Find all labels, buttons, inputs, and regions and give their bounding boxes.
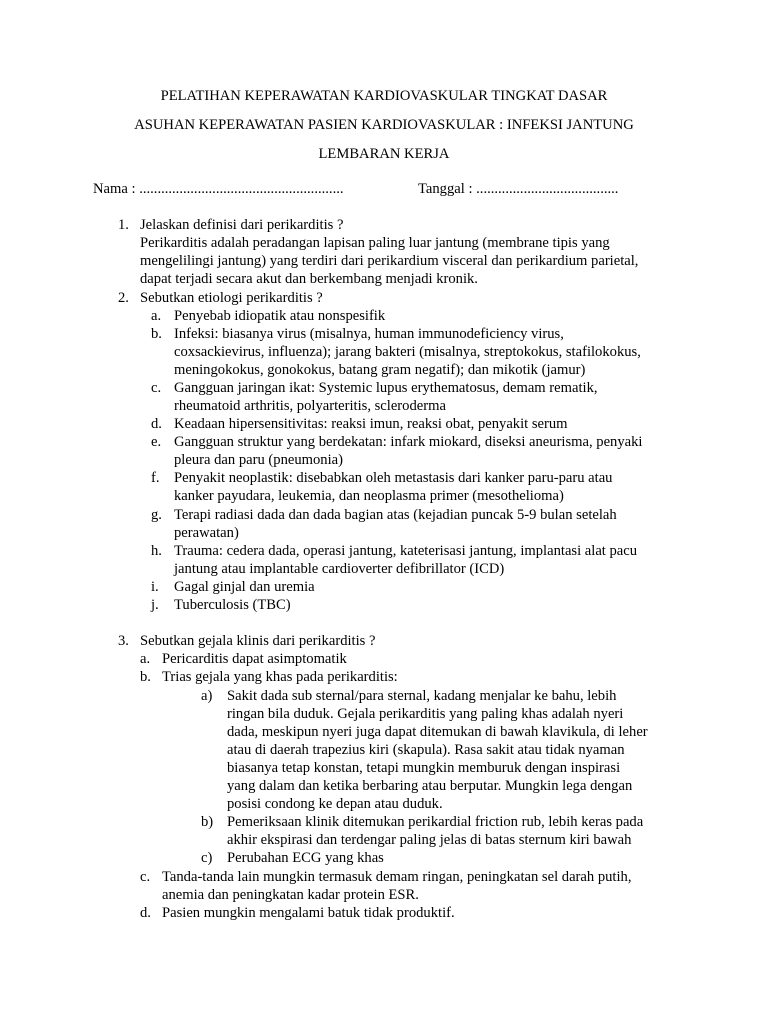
q1-answer-line: dapat terjadi secara akut dan berkembang menjadi kronik.: [140, 271, 478, 287]
title-line-3: LEMBARAN KERJA: [318, 146, 450, 162]
q2-item-text: Terapi radiasi dada dan dada bagian atas (kejadian puncak 5-9 bulan setelah: [174, 507, 617, 523]
q2-item-letter: g.: [151, 507, 162, 523]
q1-answer-line: mengelilingi jantung) yang terdiri dari perikardium visceral dan perikardium parietal,: [140, 253, 639, 269]
q2-item-letter: a.: [151, 308, 162, 324]
q3-subitem-text: Perubahan ECG yang khas: [227, 850, 384, 866]
q3-item-text: Trias gejala yang khas pada perikarditis:: [162, 669, 398, 685]
q2-item-letter: d.: [151, 416, 162, 432]
q3-item-text: anemia dan peningkatan kadar protein ESR.: [162, 887, 419, 903]
q2-item-text: kanker payudara, leukemia, dan neoplasma primer (mesothelioma): [174, 488, 564, 504]
q3-number: 3.: [118, 633, 129, 649]
q2-item-text: jantung atau implantable cardioverter defibrillator (ICD): [174, 561, 505, 577]
q2-question: Sebutkan etiologi perikarditis ?: [140, 290, 323, 306]
q2-item-text: pleura dan paru (pneumonia): [174, 452, 343, 468]
q3-subitem-text: posisi condong ke depan atau duduk.: [227, 796, 443, 812]
q2-item-text: Keadaan hipersensitivitas: reaksi imun, reaksi obat, penyakit serum: [174, 416, 568, 432]
q2-item-letter: j.: [151, 597, 159, 613]
q3-subitem-text: ringan bila duduk. Gejala perikarditis yang paling khas adalah nyeri: [227, 706, 624, 722]
q3-subitem-letter: c): [201, 850, 213, 866]
q2-number: 2.: [118, 290, 129, 306]
q2-item-text: meningokokus, gonokokus, batang gram negatif); dan mikotik (jamur): [174, 362, 586, 378]
q3-item-letter: b.: [140, 669, 151, 685]
q2-item-letter: i.: [151, 579, 159, 595]
q2-item-letter: b.: [151, 326, 162, 342]
q3-subitem-letter: b): [201, 814, 214, 830]
q3-subitem-text: atau di daerah trapezius kiri (skapula). Rasa sakit atau tidak nyaman: [227, 742, 625, 758]
q3-subitem-text: yang dalam dan ketika berbaring atau berputar. Mungkin lega dengan: [227, 778, 633, 794]
q2-item-text: perawatan): [174, 525, 239, 541]
title-line-2: ASUHAN KEPERAWATAN PASIEN KARDIOVASKULAR : INFEKSI JANTUNG: [134, 117, 634, 133]
q2-item-letter: c.: [151, 380, 162, 396]
q3-item-text: Pericarditis dapat asimptomatik: [162, 651, 347, 667]
q2-item-text: Gagal ginjal dan uremia: [174, 579, 315, 595]
q3-subitem-text: Sakit dada sub sternal/para sternal, kadang menjalar ke bahu, lebih: [227, 688, 617, 704]
q2-item-letter: h.: [151, 543, 162, 559]
q2-item-text: Gangguan jaringan ikat: Systemic lupus erythematosus, demam rematik,: [174, 380, 598, 396]
q3-subitem-text: Pemeriksaan klinik ditemukan perikardial friction rub, lebih keras pada: [227, 814, 644, 830]
q2-item-letter: e.: [151, 434, 162, 450]
q3-item-text: Pasien mungkin mengalami batuk tidak produktif.: [162, 905, 455, 921]
q2-item-text: Infeksi: biasanya virus (misalnya, human immunodeficiency virus,: [174, 326, 564, 342]
q3-subitem-letter: a): [201, 688, 213, 704]
q3-subitem-text: dada, meskipun nyeri juga dapat ditemukan di bawah klavikula, di leher: [227, 724, 648, 740]
q3-item-text: Tanda-tanda lain mungkin termasuk demam ringan, peningkatan sel darah putih,: [162, 869, 632, 885]
q2-item-text: Penyakit neoplastik: disebabkan oleh metastasis dari kanker paru-paru atau: [174, 470, 613, 486]
q2-item-letter: f.: [151, 470, 160, 486]
name-field: Nama : ........................................................: [93, 181, 344, 197]
q1-number: 1.: [118, 217, 129, 233]
q3-question: Sebutkan gejala klinis dari perikarditis ?: [140, 633, 376, 649]
q2-item-text: Gangguan struktur yang berdekatan: infark miokard, diseksi aneurisma, penyaki: [174, 434, 643, 450]
q3-item-letter: c.: [140, 869, 151, 885]
q1-question: Jelaskan definisi dari perikarditis ?: [140, 217, 344, 233]
q2-item-text: coxsackievirus, influenza); jarang bakteri (misalnya, streptokokus, stafilokokus,: [174, 344, 641, 360]
q3-item-letter: a.: [140, 651, 151, 667]
q1-answer-line: Perikarditis adalah peradangan lapisan paling luar jantung (membrane tipis yang: [140, 235, 610, 251]
title-line-1: PELATIHAN KEPERAWATAN KARDIOVASKULAR TINGKAT DASAR: [160, 88, 608, 104]
q3-item-letter: d.: [140, 905, 151, 921]
q2-item-text: rheumatoid arthritis, polyarteritis, scleroderma: [174, 398, 446, 414]
q2-item-text: Tuberculosis (TBC): [174, 597, 291, 613]
q3-subitem-text: akhir ekspirasi dan terdengar paling jelas di batas sternum kiri bawah: [227, 832, 632, 848]
q2-item-text: Trauma: cedera dada, operasi jantung, kateterisasi jantung, implantasi alat pacu: [174, 543, 638, 559]
date-field: Tanggal : .......................................: [418, 181, 619, 197]
q2-item-text: Penyebab idiopatik atau nonspesifik: [174, 308, 386, 324]
q3-subitem-text: biasanya tetap konstan, tetapi mungkin memburuk dengan inspirasi: [227, 760, 621, 776]
